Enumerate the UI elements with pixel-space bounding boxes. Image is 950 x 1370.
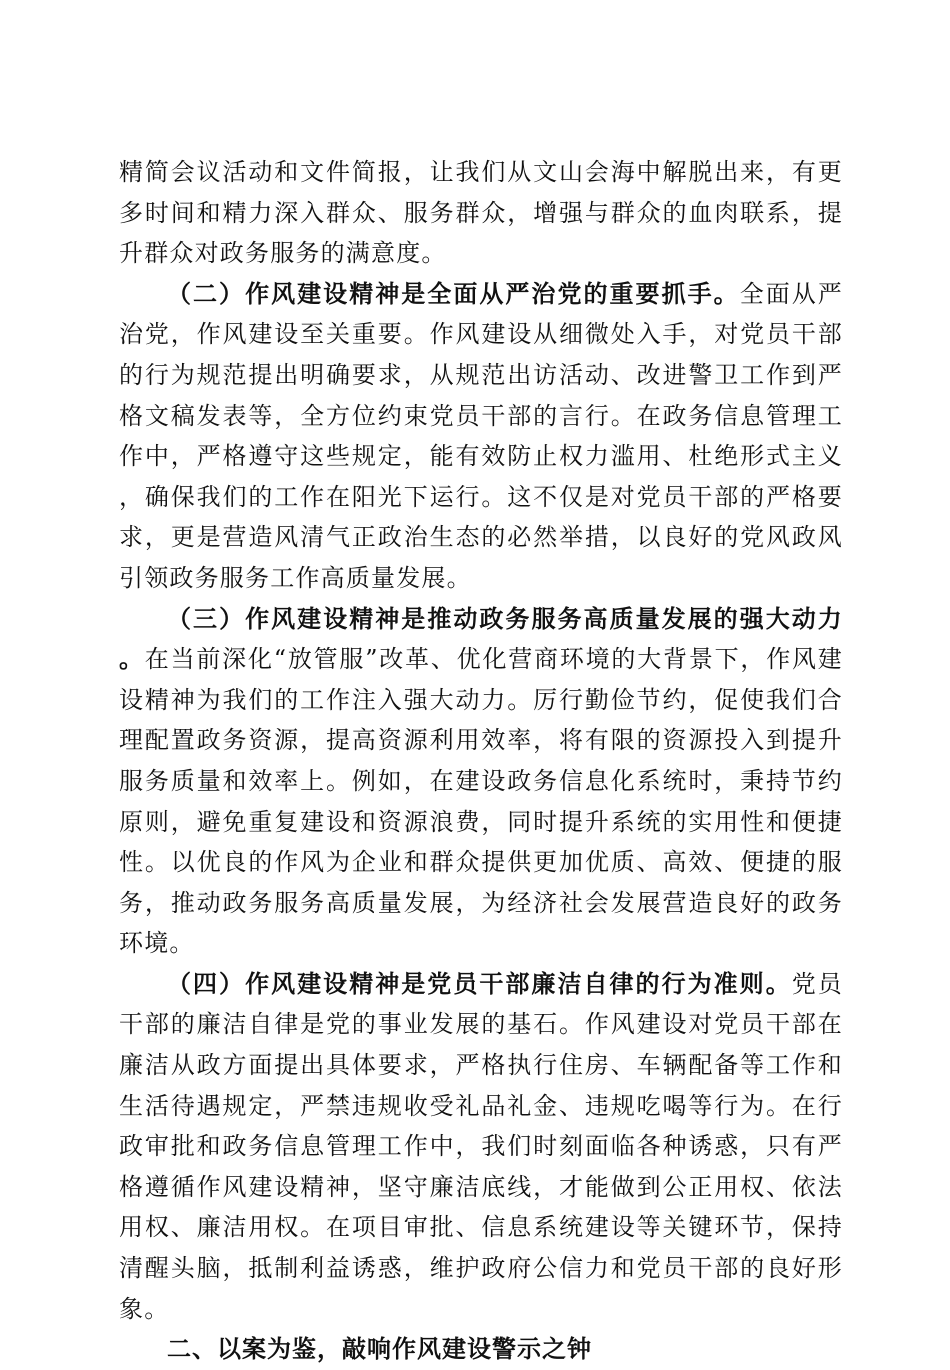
paragraph-point-two — [119, 274, 843, 599]
paragraph-lead: （三）作风建设精神是推动政务服务高质量发展的强大动力。 — [119, 603, 843, 674]
section-heading: 二、以案为鉴，敲响作风建设警示之钟 — [167, 1335, 592, 1364]
paragraph-lead: （二）作风建设精神是全面从严治党的重要抓手。 — [167, 278, 740, 308]
paragraph-text: 全面从严治党，作风建设至关重要。作风建设从细微处入手，对党员干部的行为规范提出明确要求，从规范出访活动、改进警卫工作到严格文稿发表等，全方位约束党员干部的言行。在政务信息管理工作中，严格遵守这些规定，能有效防止权力滥用、杜绝形式主义，确保我们的工作在阳光下运行。这不仅是对党员干部的严格要求，更是营造风清气正政治生态的必然举措，以良好的党风政风引领政务服务工作高质量发展。 — [119, 279, 843, 592]
paragraph-lead: （四）作风建设精神是党员干部廉洁自律的行为准则。 — [167, 968, 792, 998]
paragraph-point-four — [119, 964, 843, 1329]
paragraph-point-three — [119, 599, 843, 964]
paragraph-text: 精简会议活动和文件简报，让我们从文山会海中解脱出来，有更多时间和精力深入群众、服务群众，增强与群众的血肉联系，提升群众对政务服务的满意度。 — [119, 158, 843, 268]
document-body — [119, 152, 843, 1370]
paragraph-continuation — [119, 152, 843, 274]
paragraph-text: 在当前深化“放管服”改革、优化营商环境的大背景下，作风建设精神为我们的工作注入强大动力。厉行勤俭节约，促使我们合理配置政务资源，提高资源利用效率，将有限的资源投入到提升服务质量和效率上。例如，在建设政务信息化系统时，秉持节约原则，避免重复建设和资源浪费，同时提升系统的实用性和便捷性。以优良的作风为企业和群众提供更加优质、高效、便捷的服务，推动政务服务高质量发展，为经济社会发展营造良好的政务环境。 — [119, 645, 843, 958]
paragraph-text: 党员干部的廉洁自律是党的事业发展的基石。作风建设对党员干部在廉洁从政方面提出具体要求，严格执行住房、车辆配备等工作和生活待遇规定，严禁违规收受礼品礼金、违规吃喝等行为。在行政审批和政务信息管理工作中，我们时刻面临各种诱惑，只有严格遵循作风建设精神，坚守廉洁底线，才能做到公正用权、依法用权、廉洁用权。在项目审批、信息系统建设等关键环节，保持清醒头脑，抵制利益诱惑，维护政府公信力和党员干部的良好形象。 — [119, 969, 843, 1323]
